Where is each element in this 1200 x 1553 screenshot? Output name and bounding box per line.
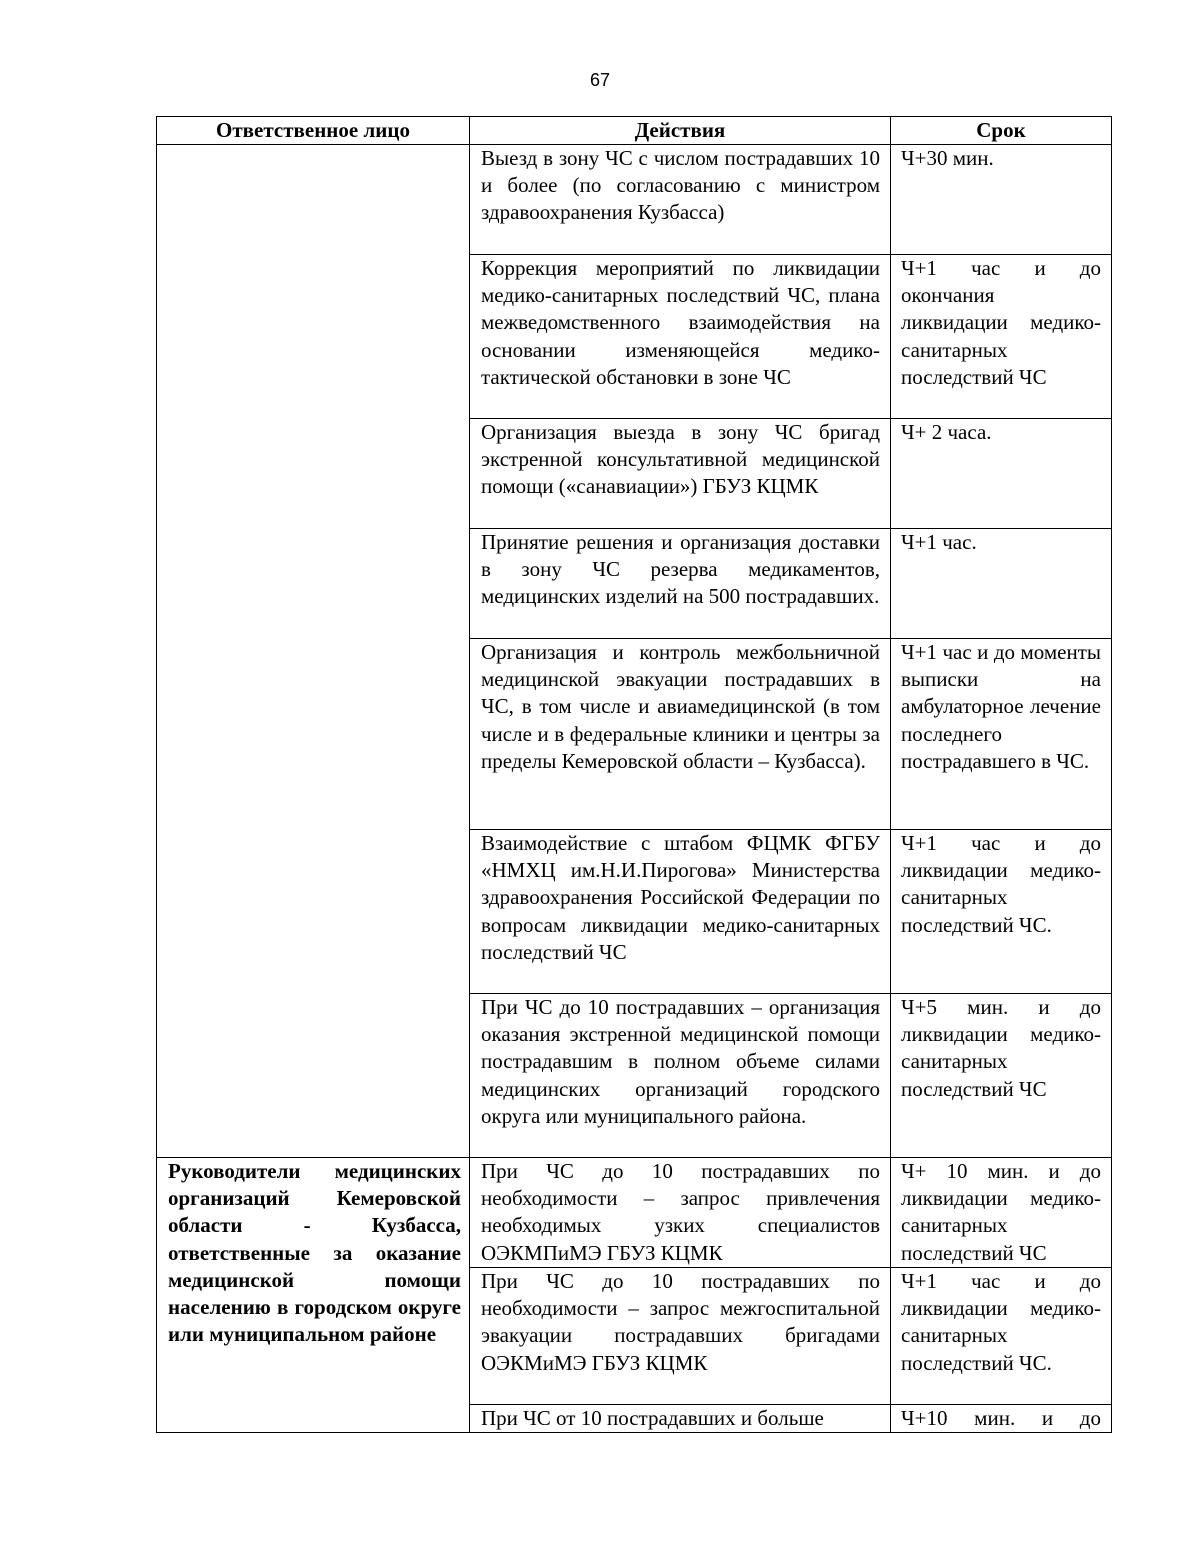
deadline-cell: Ч+30 мин. bbox=[891, 145, 1112, 255]
deadline-cell: Ч+1 час и до ликвидации медико-санитарных последствий ЧС. bbox=[891, 830, 1112, 994]
table-row bbox=[157, 145, 1112, 255]
responsible-cell: Руководители медицинских организаций Кемеровской области - Кузбасса, ответственные за оказание медицинской помощи населению в городском округе или муниципальном районе bbox=[157, 1158, 470, 1433]
action-cell: При ЧС до 10 пострадавших по необходимости – запрос межгоспитальной эвакуации пострадавших бригадами ОЭКМиМЭ ГБУЗ КЦМК bbox=[470, 1268, 891, 1405]
action-cell: Организация выезда в зону ЧС бригад экстренной консультативной медицинской помощи («санавиации») ГБУЗ КЦМК bbox=[470, 419, 891, 529]
header-deadline: Срок bbox=[891, 117, 1112, 145]
table-row bbox=[157, 1158, 1112, 1268]
action-cell: Организация и контроль межбольничной медицинской эвакуации пострадавших в ЧС, в том числе и авиамедицинской (в том числе и в федеральные клиники и центры за пределы Кемеровской области – Кузбасса). bbox=[470, 639, 891, 830]
action-cell: Взаимодействие с штабом ФЦМК ФГБУ «НМХЦ им.Н.И.Пирогова» Министерства здравоохранения Российской Федерации по вопросам ликвидации медико-санитарных последствий ЧС bbox=[470, 830, 891, 994]
deadline-cell: Ч+5 мин. и до ликвидации медико-санитарных последствий ЧС bbox=[891, 994, 1112, 1158]
deadline-cell: Ч+ 2 часа. bbox=[891, 419, 1112, 529]
header-responsible: Ответственное лицо bbox=[157, 117, 470, 145]
page-number: 67 bbox=[589, 70, 611, 90]
action-cell: Принятие решения и организация доставки в зону ЧС резерва медикаментов, медицинских изделий на 500 пострадавших. bbox=[470, 529, 891, 639]
table-header-row bbox=[157, 117, 1112, 145]
deadline-cell: Ч+ 10 мин. и до ликвидации медико-санитарных последствий ЧС bbox=[891, 1158, 1112, 1268]
responsible-cell bbox=[157, 145, 470, 1158]
action-cell: Выезд в зону ЧС с числом пострадавших 10 и более (по согласованию с министром здравоохранения Кузбасса) bbox=[470, 145, 891, 255]
response-table bbox=[156, 116, 1112, 1433]
deadline-cell: Ч+10 мин. и до bbox=[891, 1405, 1112, 1433]
action-cell: При ЧС до 10 пострадавших – организация оказания экстренной медицинской помощи пострадавшим в полном объеме силами медицинских организаций городского округа или муниципального района. bbox=[470, 994, 891, 1158]
action-cell: При ЧС до 10 пострадавших по необходимости – запрос привлечения необходимых узких специалистов ОЭКМПиМЭ ГБУЗ КЦМК bbox=[470, 1158, 891, 1268]
deadline-cell: Ч+1 час и до окончания ликвидации медико-санитарных последствий ЧС bbox=[891, 255, 1112, 419]
header-actions: Действия bbox=[470, 117, 891, 145]
deadline-cell: Ч+1 час и до моменты выписки на амбулаторное лечение последнего пострадавшего в ЧС. bbox=[891, 639, 1112, 830]
action-cell: Коррекция мероприятий по ликвидации медико-санитарных последствий ЧС, плана межведомственного взаимодействия на основании изменяющейся медико-тактической обстановки в зоне ЧС bbox=[470, 255, 891, 419]
action-cell: При ЧС от 10 пострадавших и больше bbox=[470, 1405, 891, 1433]
deadline-cell: Ч+1 час и до ликвидации медико-санитарных последствий ЧС. bbox=[891, 1268, 1112, 1405]
deadline-cell: Ч+1 час. bbox=[891, 529, 1112, 639]
